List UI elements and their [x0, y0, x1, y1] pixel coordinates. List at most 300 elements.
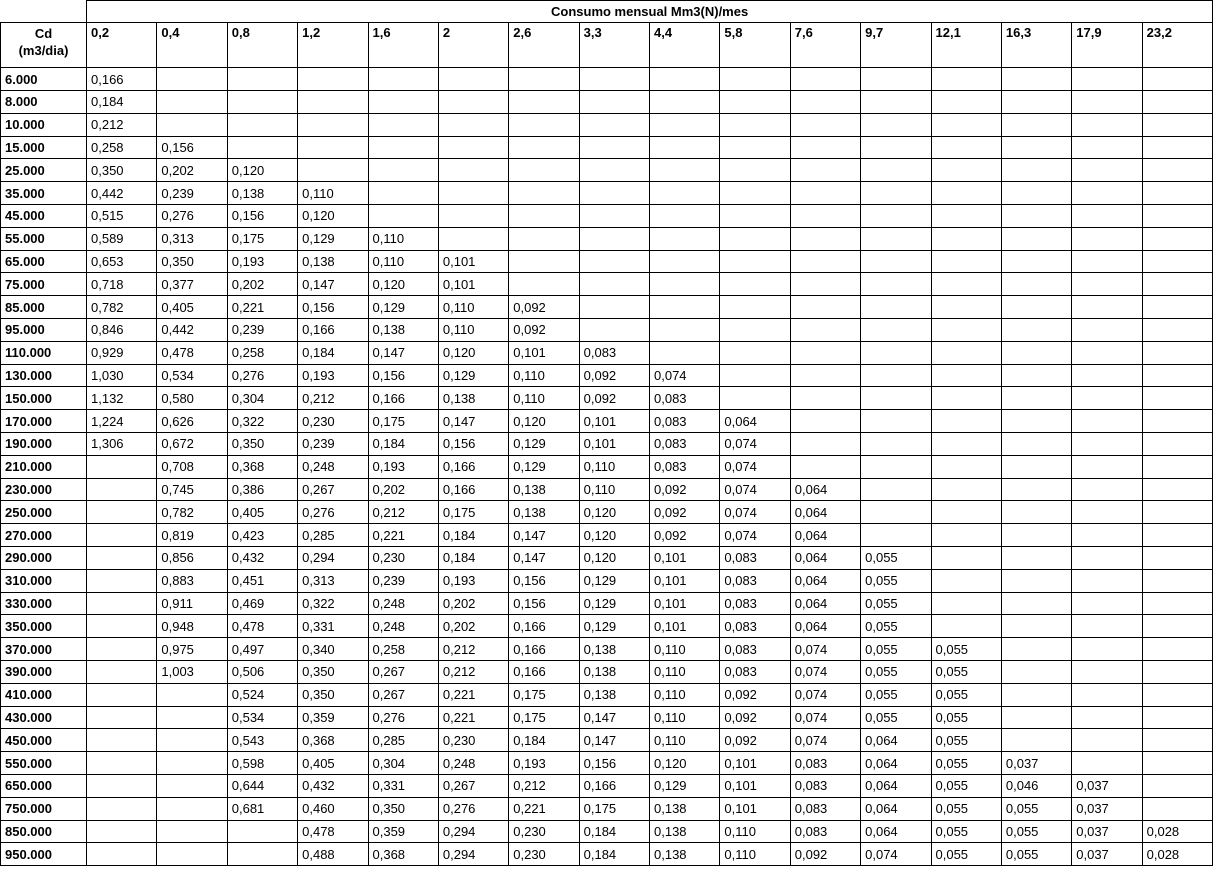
table-row — [1, 410, 1213, 433]
table-cell — [1142, 182, 1213, 205]
table-cell: 0,451 — [227, 569, 297, 592]
column-header: 9,7 — [861, 23, 931, 68]
table-cell: 0,055 — [931, 820, 1001, 843]
table-cell: 0,074 — [790, 729, 860, 752]
table-cell: 0,193 — [298, 364, 368, 387]
table-cell — [931, 296, 1001, 319]
table-cell — [1142, 250, 1213, 273]
table-cell: 0,405 — [298, 752, 368, 775]
table-cell: 0,331 — [298, 615, 368, 638]
table-cell: 0,110 — [579, 455, 649, 478]
table-cell: 0,267 — [368, 683, 438, 706]
table-cell — [87, 843, 157, 866]
table-cell: 0,101 — [579, 410, 649, 433]
table-cell — [227, 91, 297, 114]
table-cell: 0,488 — [298, 843, 368, 866]
table-cell: 0,432 — [298, 775, 368, 798]
table-cell: 0,110 — [438, 319, 508, 342]
table-cell: 0,064 — [861, 775, 931, 798]
table-row — [1, 797, 1213, 820]
column-header-row — [1, 23, 1213, 68]
table-cell: 0,138 — [509, 478, 579, 501]
table-cell: 0,110 — [650, 706, 720, 729]
table-cell: 0,037 — [1072, 843, 1142, 866]
table-cell — [720, 319, 790, 342]
table-cell: 0,055 — [931, 729, 1001, 752]
table-cell: 0,340 — [298, 638, 368, 661]
table-cell: 0,055 — [931, 752, 1001, 775]
table-cell — [579, 319, 649, 342]
table-cell: 0,184 — [438, 524, 508, 547]
table-row — [1, 569, 1213, 592]
table-cell: 0,782 — [87, 296, 157, 319]
table-cell — [438, 182, 508, 205]
table-cell: 0,212 — [298, 387, 368, 410]
table-cell — [368, 159, 438, 182]
table-cell — [1142, 296, 1213, 319]
table-cell — [790, 182, 860, 205]
table-cell: 0,101 — [650, 547, 720, 570]
table-cell: 0,120 — [579, 524, 649, 547]
table-cell: 0,110 — [509, 364, 579, 387]
column-header: 2,6 — [509, 23, 579, 68]
table-cell: 0,478 — [298, 820, 368, 843]
table-cell — [1001, 273, 1071, 296]
table-cell: 0,055 — [861, 683, 931, 706]
table-cell: 0,120 — [650, 752, 720, 775]
table-cell: 0,092 — [790, 843, 860, 866]
table-cell: 0,037 — [1001, 752, 1071, 775]
table-cell: 0,276 — [438, 797, 508, 820]
table-cell: 0,083 — [579, 341, 649, 364]
table-cell: 0,028 — [1142, 820, 1213, 843]
table-cell — [1001, 729, 1071, 752]
table-cell — [650, 227, 720, 250]
column-header: 0,4 — [157, 23, 227, 68]
table-cell — [861, 68, 931, 91]
table-cell — [157, 91, 227, 114]
table-row — [1, 547, 1213, 570]
table-cell — [87, 501, 157, 524]
table-cell: 0,626 — [157, 410, 227, 433]
table-cell — [1001, 182, 1071, 205]
column-header: 0,8 — [227, 23, 297, 68]
row-header-cd: 6.000 — [1, 68, 87, 91]
table-cell: 0,129 — [650, 775, 720, 798]
table-cell — [509, 113, 579, 136]
table-cell: 0,846 — [87, 319, 157, 342]
table-cell: 0,239 — [157, 182, 227, 205]
table-cell — [1001, 455, 1071, 478]
table-row — [1, 113, 1213, 136]
table-cell: 0,883 — [157, 569, 227, 592]
table-cell — [790, 341, 860, 364]
table-row — [1, 136, 1213, 159]
table-cell: 0,083 — [720, 661, 790, 684]
table-cell: 0,055 — [1001, 820, 1071, 843]
column-header: 4,4 — [650, 23, 720, 68]
table-row — [1, 729, 1213, 752]
table-cell — [438, 91, 508, 114]
table-cell: 0,175 — [227, 227, 297, 250]
table-cell — [720, 205, 790, 228]
table-cell: 0,267 — [438, 775, 508, 798]
table-cell — [1142, 775, 1213, 798]
table-cell: 0,350 — [227, 433, 297, 456]
table-cell: 0,074 — [720, 478, 790, 501]
table-cell: 0,156 — [227, 205, 297, 228]
row-header-cd: 10.000 — [1, 113, 87, 136]
table-cell: 0,313 — [157, 227, 227, 250]
table-cell: 0,212 — [509, 775, 579, 798]
column-header: 5,8 — [720, 23, 790, 68]
table-cell: 0,101 — [509, 341, 579, 364]
table-cell: 0,156 — [438, 433, 508, 456]
table-cell — [87, 661, 157, 684]
table-cell: 0,064 — [861, 797, 931, 820]
table-cell — [1001, 478, 1071, 501]
table-cell: 0,055 — [931, 775, 1001, 798]
table-cell — [509, 159, 579, 182]
table-cell: 0,101 — [650, 615, 720, 638]
table-cell: 0,083 — [720, 547, 790, 570]
table-cell: 0,110 — [579, 478, 649, 501]
table-cell — [931, 615, 1001, 638]
table-cell: 0,202 — [227, 273, 297, 296]
table-cell — [931, 227, 1001, 250]
table-cell — [1142, 592, 1213, 615]
table-cell: 0,120 — [579, 501, 649, 524]
table-cell: 0,469 — [227, 592, 297, 615]
table-cell — [790, 410, 860, 433]
row-header-cd: 270.000 — [1, 524, 87, 547]
table-cell: 1,030 — [87, 364, 157, 387]
table-row — [1, 661, 1213, 684]
table-cell: 0,184 — [579, 843, 649, 866]
table-cell: 0,110 — [720, 820, 790, 843]
table-cell — [1001, 569, 1071, 592]
table-cell — [720, 364, 790, 387]
table-cell: 0,120 — [368, 273, 438, 296]
table-cell: 0,322 — [227, 410, 297, 433]
table-cell: 0,248 — [368, 615, 438, 638]
table-cell — [1142, 752, 1213, 775]
table-cell — [1142, 227, 1213, 250]
table-cell: 0,138 — [650, 820, 720, 843]
table-cell: 0,101 — [438, 250, 508, 273]
table-cell: 0,644 — [227, 775, 297, 798]
table-cell: 0,745 — [157, 478, 227, 501]
table-row — [1, 775, 1213, 798]
table-cell — [579, 296, 649, 319]
column-header: 1,6 — [368, 23, 438, 68]
table-cell: 0,129 — [579, 592, 649, 615]
table-cell — [298, 136, 368, 159]
table-cell — [1072, 638, 1142, 661]
table-cell: 0,083 — [650, 455, 720, 478]
table-cell — [1142, 478, 1213, 501]
table-cell: 0,166 — [579, 775, 649, 798]
row-header-cd: 130.000 — [1, 364, 87, 387]
table-cell: 0,653 — [87, 250, 157, 273]
row-header-cd: 750.000 — [1, 797, 87, 820]
table-cell — [509, 205, 579, 228]
table-cell — [790, 455, 860, 478]
table-cell: 0,230 — [509, 820, 579, 843]
table-cell — [87, 638, 157, 661]
table-cell: 0,064 — [790, 547, 860, 570]
table-cell: 0,156 — [509, 569, 579, 592]
table-cell: 0,359 — [298, 706, 368, 729]
table-cell: 0,101 — [650, 592, 720, 615]
table-cell — [1142, 706, 1213, 729]
table-cell: 0,258 — [87, 136, 157, 159]
table-cell: 0,120 — [227, 159, 297, 182]
table-cell: 0,046 — [1001, 775, 1071, 798]
table-cell: 0,092 — [650, 478, 720, 501]
column-header: 7,6 — [790, 23, 860, 68]
column-header: 12,1 — [931, 23, 1001, 68]
table-cell: 0,083 — [720, 569, 790, 592]
table-cell: 0,092 — [720, 683, 790, 706]
table-cell — [157, 683, 227, 706]
table-cell: 0,055 — [861, 706, 931, 729]
table-cell: 0,184 — [438, 547, 508, 570]
table-cell — [1072, 729, 1142, 752]
table-cell — [509, 250, 579, 273]
table-cell — [790, 433, 860, 456]
table-cell — [931, 273, 1001, 296]
table-cell — [1142, 205, 1213, 228]
table-cell — [861, 273, 931, 296]
table-cell: 0,110 — [509, 387, 579, 410]
table-cell: 0,368 — [227, 455, 297, 478]
table-cell: 0,304 — [368, 752, 438, 775]
table-cell: 0,230 — [438, 729, 508, 752]
table-cell — [1072, 182, 1142, 205]
table-cell — [87, 752, 157, 775]
table-cell: 0,064 — [790, 524, 860, 547]
table-cell — [650, 113, 720, 136]
table-cell: 0,524 — [227, 683, 297, 706]
table-cell — [87, 592, 157, 615]
table-cell: 0,083 — [790, 797, 860, 820]
table-cell: 0,110 — [720, 843, 790, 866]
table-cell: 0,221 — [438, 706, 508, 729]
table-cell: 0,147 — [438, 410, 508, 433]
row-header-label-unit: (m3/dia) — [18, 42, 69, 58]
table-cell — [720, 387, 790, 410]
table-cell — [1072, 250, 1142, 273]
table-cell: 0,120 — [579, 547, 649, 570]
table-cell: 0,074 — [720, 501, 790, 524]
table-cell — [720, 227, 790, 250]
table-cell: 0,083 — [790, 820, 860, 843]
table-cell: 0,138 — [509, 501, 579, 524]
table-cell — [931, 319, 1001, 342]
table-cell: 0,304 — [227, 387, 297, 410]
table-cell — [509, 273, 579, 296]
table-cell — [509, 227, 579, 250]
table-cell: 0,055 — [931, 843, 1001, 866]
table-cell: 0,101 — [720, 752, 790, 775]
table-cell — [1072, 478, 1142, 501]
table-row — [1, 683, 1213, 706]
table-cell: 0,230 — [509, 843, 579, 866]
table-cell — [1142, 547, 1213, 570]
column-header: 16,3 — [1001, 23, 1071, 68]
table-cell — [1001, 136, 1071, 159]
table-cell: 0,515 — [87, 205, 157, 228]
table-cell: 0,092 — [720, 706, 790, 729]
table-cell: 0,534 — [227, 706, 297, 729]
row-header-cd: 35.000 — [1, 182, 87, 205]
table-cell — [1072, 136, 1142, 159]
table-cell: 0,110 — [650, 683, 720, 706]
table-cell: 0,175 — [579, 797, 649, 820]
row-header-cd: 85.000 — [1, 296, 87, 319]
table-cell: 0,101 — [720, 797, 790, 820]
table-cell: 0,120 — [509, 410, 579, 433]
table-cell — [579, 68, 649, 91]
table-cell: 0,856 — [157, 547, 227, 570]
table-cell — [1001, 159, 1071, 182]
table-cell — [861, 410, 931, 433]
table-cell: 0,239 — [298, 433, 368, 456]
table-cell: 0,975 — [157, 638, 227, 661]
table-row — [1, 706, 1213, 729]
table-row — [1, 752, 1213, 775]
table-cell — [861, 136, 931, 159]
table-cell: 0,248 — [438, 752, 508, 775]
row-header-cd: 8.000 — [1, 91, 87, 114]
row-header-cd: 170.000 — [1, 410, 87, 433]
row-header-cd: 430.000 — [1, 706, 87, 729]
table-cell: 0,368 — [298, 729, 368, 752]
table-cell — [87, 455, 157, 478]
table-cell — [1072, 364, 1142, 387]
table-cell — [438, 68, 508, 91]
table-cell: 0,129 — [509, 433, 579, 456]
table-cell — [579, 91, 649, 114]
table-cell — [650, 250, 720, 273]
table-cell — [509, 182, 579, 205]
table-cell: 0,497 — [227, 638, 297, 661]
table-cell — [157, 113, 227, 136]
table-cell: 0,202 — [438, 615, 508, 638]
table-cell: 0,166 — [298, 319, 368, 342]
table-cell: 0,064 — [861, 752, 931, 775]
table-cell: 0,156 — [298, 296, 368, 319]
table-cell — [1142, 501, 1213, 524]
table-cell: 0,064 — [790, 592, 860, 615]
table-cell: 0,350 — [298, 661, 368, 684]
table-cell — [579, 159, 649, 182]
table-cell: 0,350 — [157, 250, 227, 273]
row-header-cd: 390.000 — [1, 661, 87, 684]
row-header-cd: 310.000 — [1, 569, 87, 592]
table-cell — [931, 91, 1001, 114]
table-cell — [931, 455, 1001, 478]
table-cell: 0,248 — [368, 592, 438, 615]
table-row — [1, 68, 1213, 91]
table-cell: 0,064 — [861, 820, 931, 843]
table-cell — [931, 501, 1001, 524]
table-cell: 0,083 — [650, 433, 720, 456]
table-cell — [650, 296, 720, 319]
table-cell: 0,423 — [227, 524, 297, 547]
table-cell — [1001, 296, 1071, 319]
table-cell — [1001, 592, 1071, 615]
row-header-label-name: Cd — [34, 26, 53, 42]
table-cell: 0,294 — [438, 843, 508, 866]
table-cell: 0,166 — [438, 455, 508, 478]
table-cell: 0,138 — [227, 182, 297, 205]
table-cell — [861, 364, 931, 387]
table-cell — [1142, 683, 1213, 706]
table-cell: 0,239 — [368, 569, 438, 592]
table-cell: 0,110 — [650, 638, 720, 661]
table-cell — [579, 136, 649, 159]
table-cell: 0,110 — [650, 661, 720, 684]
table-cell — [720, 250, 790, 273]
row-header-cd: 15.000 — [1, 136, 87, 159]
table-cell: 0,055 — [931, 683, 1001, 706]
table-cell: 0,267 — [298, 478, 368, 501]
table-cell — [1072, 433, 1142, 456]
table-cell: 0,101 — [438, 273, 508, 296]
table-cell — [87, 820, 157, 843]
table-cell — [1072, 159, 1142, 182]
table-cell: 1,306 — [87, 433, 157, 456]
table-cell: 0,092 — [720, 729, 790, 752]
table-cell: 0,948 — [157, 615, 227, 638]
table-cell: 0,331 — [368, 775, 438, 798]
table-cell — [368, 91, 438, 114]
row-header-cd: 25.000 — [1, 159, 87, 182]
table-cell: 0,120 — [438, 341, 508, 364]
table-cell — [1142, 159, 1213, 182]
table-cell: 0,377 — [157, 273, 227, 296]
table-cell — [720, 91, 790, 114]
table-cell: 0,506 — [227, 661, 297, 684]
table-cell — [1001, 706, 1071, 729]
table-cell: 0,267 — [368, 661, 438, 684]
table-cell — [1001, 250, 1071, 273]
table-cell: 0,138 — [298, 250, 368, 273]
table-cell — [650, 182, 720, 205]
table-cell — [1001, 547, 1071, 570]
table-cell: 0,138 — [579, 661, 649, 684]
table-cell: 0,101 — [720, 775, 790, 798]
table-cell: 0,092 — [509, 319, 579, 342]
table-cell — [861, 478, 931, 501]
table-cell: 0,708 — [157, 455, 227, 478]
table-cell: 0,138 — [438, 387, 508, 410]
table-cell — [931, 592, 1001, 615]
table-cell: 0,166 — [509, 615, 579, 638]
table-cell — [861, 501, 931, 524]
table-cell — [1001, 387, 1071, 410]
table-cell: 0,405 — [157, 296, 227, 319]
table-cell: 0,156 — [157, 136, 227, 159]
table-cell: 0,083 — [650, 387, 720, 410]
table-cell — [1142, 273, 1213, 296]
table-cell: 0,064 — [790, 501, 860, 524]
table-cell — [861, 524, 931, 547]
table-cell — [157, 68, 227, 91]
table-cell — [1072, 227, 1142, 250]
